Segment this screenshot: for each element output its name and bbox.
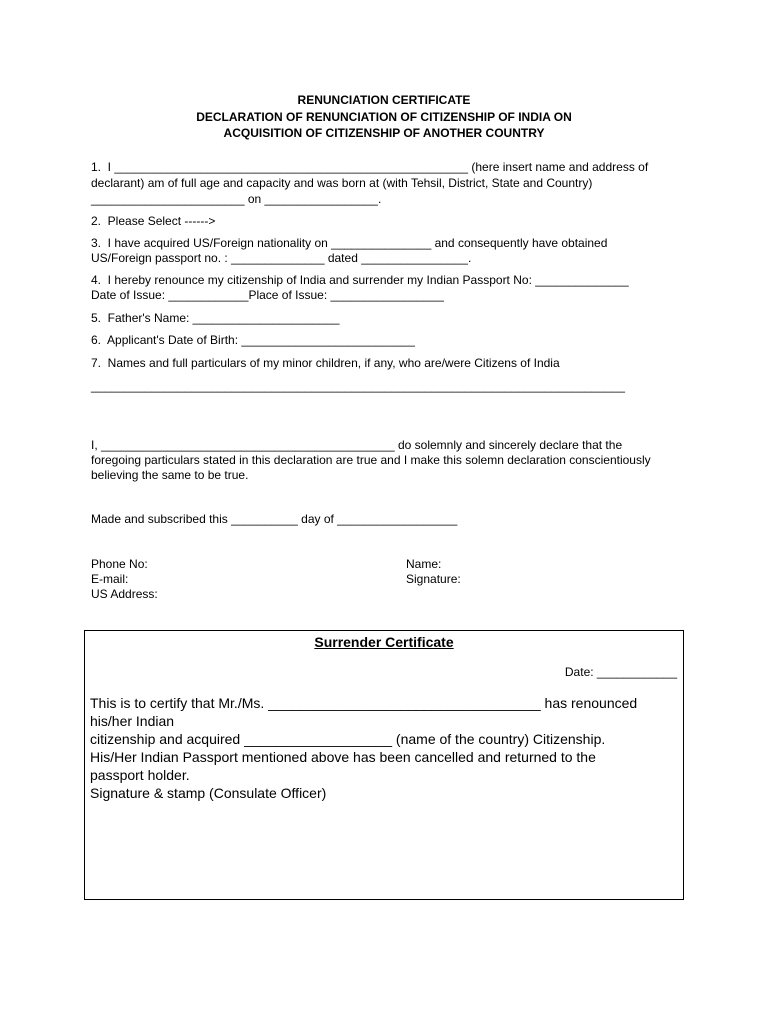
item-3-line-1: 3. I have acquired US/Foreign nationality on _______________ and consequently have obtained: [91, 236, 608, 250]
us-address-label: US Address:: [91, 587, 158, 601]
item-3-line-2: US/Foreign passport no. : ______________ dated ________________.: [91, 251, 472, 265]
item-1-line-1: 1. I _____________________________________________________ (here insert name and address of: [91, 160, 649, 174]
email-label: E-mail:: [91, 572, 129, 586]
surrender-date: Date: ____________: [564, 665, 677, 679]
item-7-blank-line: ________________________________________________________________________________: [91, 379, 625, 393]
surrender-certificate-title: Surrender Certificate: [314, 634, 454, 650]
item-4-line-2: Date of Issue: ____________Place of Issue: _________________: [91, 288, 444, 302]
item-1-line-3: _______________________ on _________________.: [91, 192, 382, 206]
declaration-line-3: believing the same to be true.: [91, 468, 249, 482]
surrender-line-5: passport holder.: [90, 767, 190, 783]
surrender-line-2: his/her Indian: [90, 713, 175, 729]
declaration-line-2: foregoing particulars stated in this declaration are true and I make this solemn declaration conscientiously: [91, 453, 651, 467]
phone-label: Phone No:: [91, 557, 148, 571]
item-1-line-2: declarant) am of full age and capacity and was born at (with Tehsil, District, State and Country): [91, 176, 593, 190]
surrender-certificate-box: [84, 630, 684, 900]
surrender-line-3: citizenship and acquired ___________________ (name of the country) Citizenship.: [90, 731, 606, 747]
item-6-date-of-birth: 6. Applicant's Date of Birth: __________________________: [91, 333, 415, 347]
surrender-line-4: His/Her Indian Passport mentioned above has been cancelled and returned to the: [90, 749, 596, 765]
document-title: RENUNCIATION CERTIFICATE: [297, 93, 471, 107]
made-subscribed-line: Made and subscribed this __________ day of __________________: [91, 512, 458, 526]
surrender-signature-stamp: Signature & stamp (Consulate Officer): [90, 785, 327, 801]
document-subtitle-line-2: ACQUISITION OF CITIZENSHIP OF ANOTHER COUNTRY: [223, 126, 545, 140]
surrender-line-1: This is to certify that Mr./Ms. ___________________________________ has renounced: [90, 695, 638, 711]
signature-label: Signature:: [406, 572, 461, 586]
name-label: Name:: [406, 557, 442, 571]
declaration-line-1: I, ____________________________________________ do solemnly and sincerely declare that the: [91, 438, 623, 452]
document-subtitle-line-1: DECLARATION OF RENUNCIATION OF CITIZENSHIP OF INDIA ON: [196, 110, 572, 124]
item-5-fathers-name: 5. Father's Name: ______________________: [91, 311, 340, 325]
item-7-minor-children: 7. Names and full particulars of my minor children, if any, who are/were Citizens of India: [91, 356, 560, 370]
item-2-select[interactable]: 2. Please Select ------>: [91, 214, 216, 228]
item-4-line-1: 4. I hereby renounce my citizenship of India and surrender my Indian Passport No: ______________: [91, 273, 629, 287]
